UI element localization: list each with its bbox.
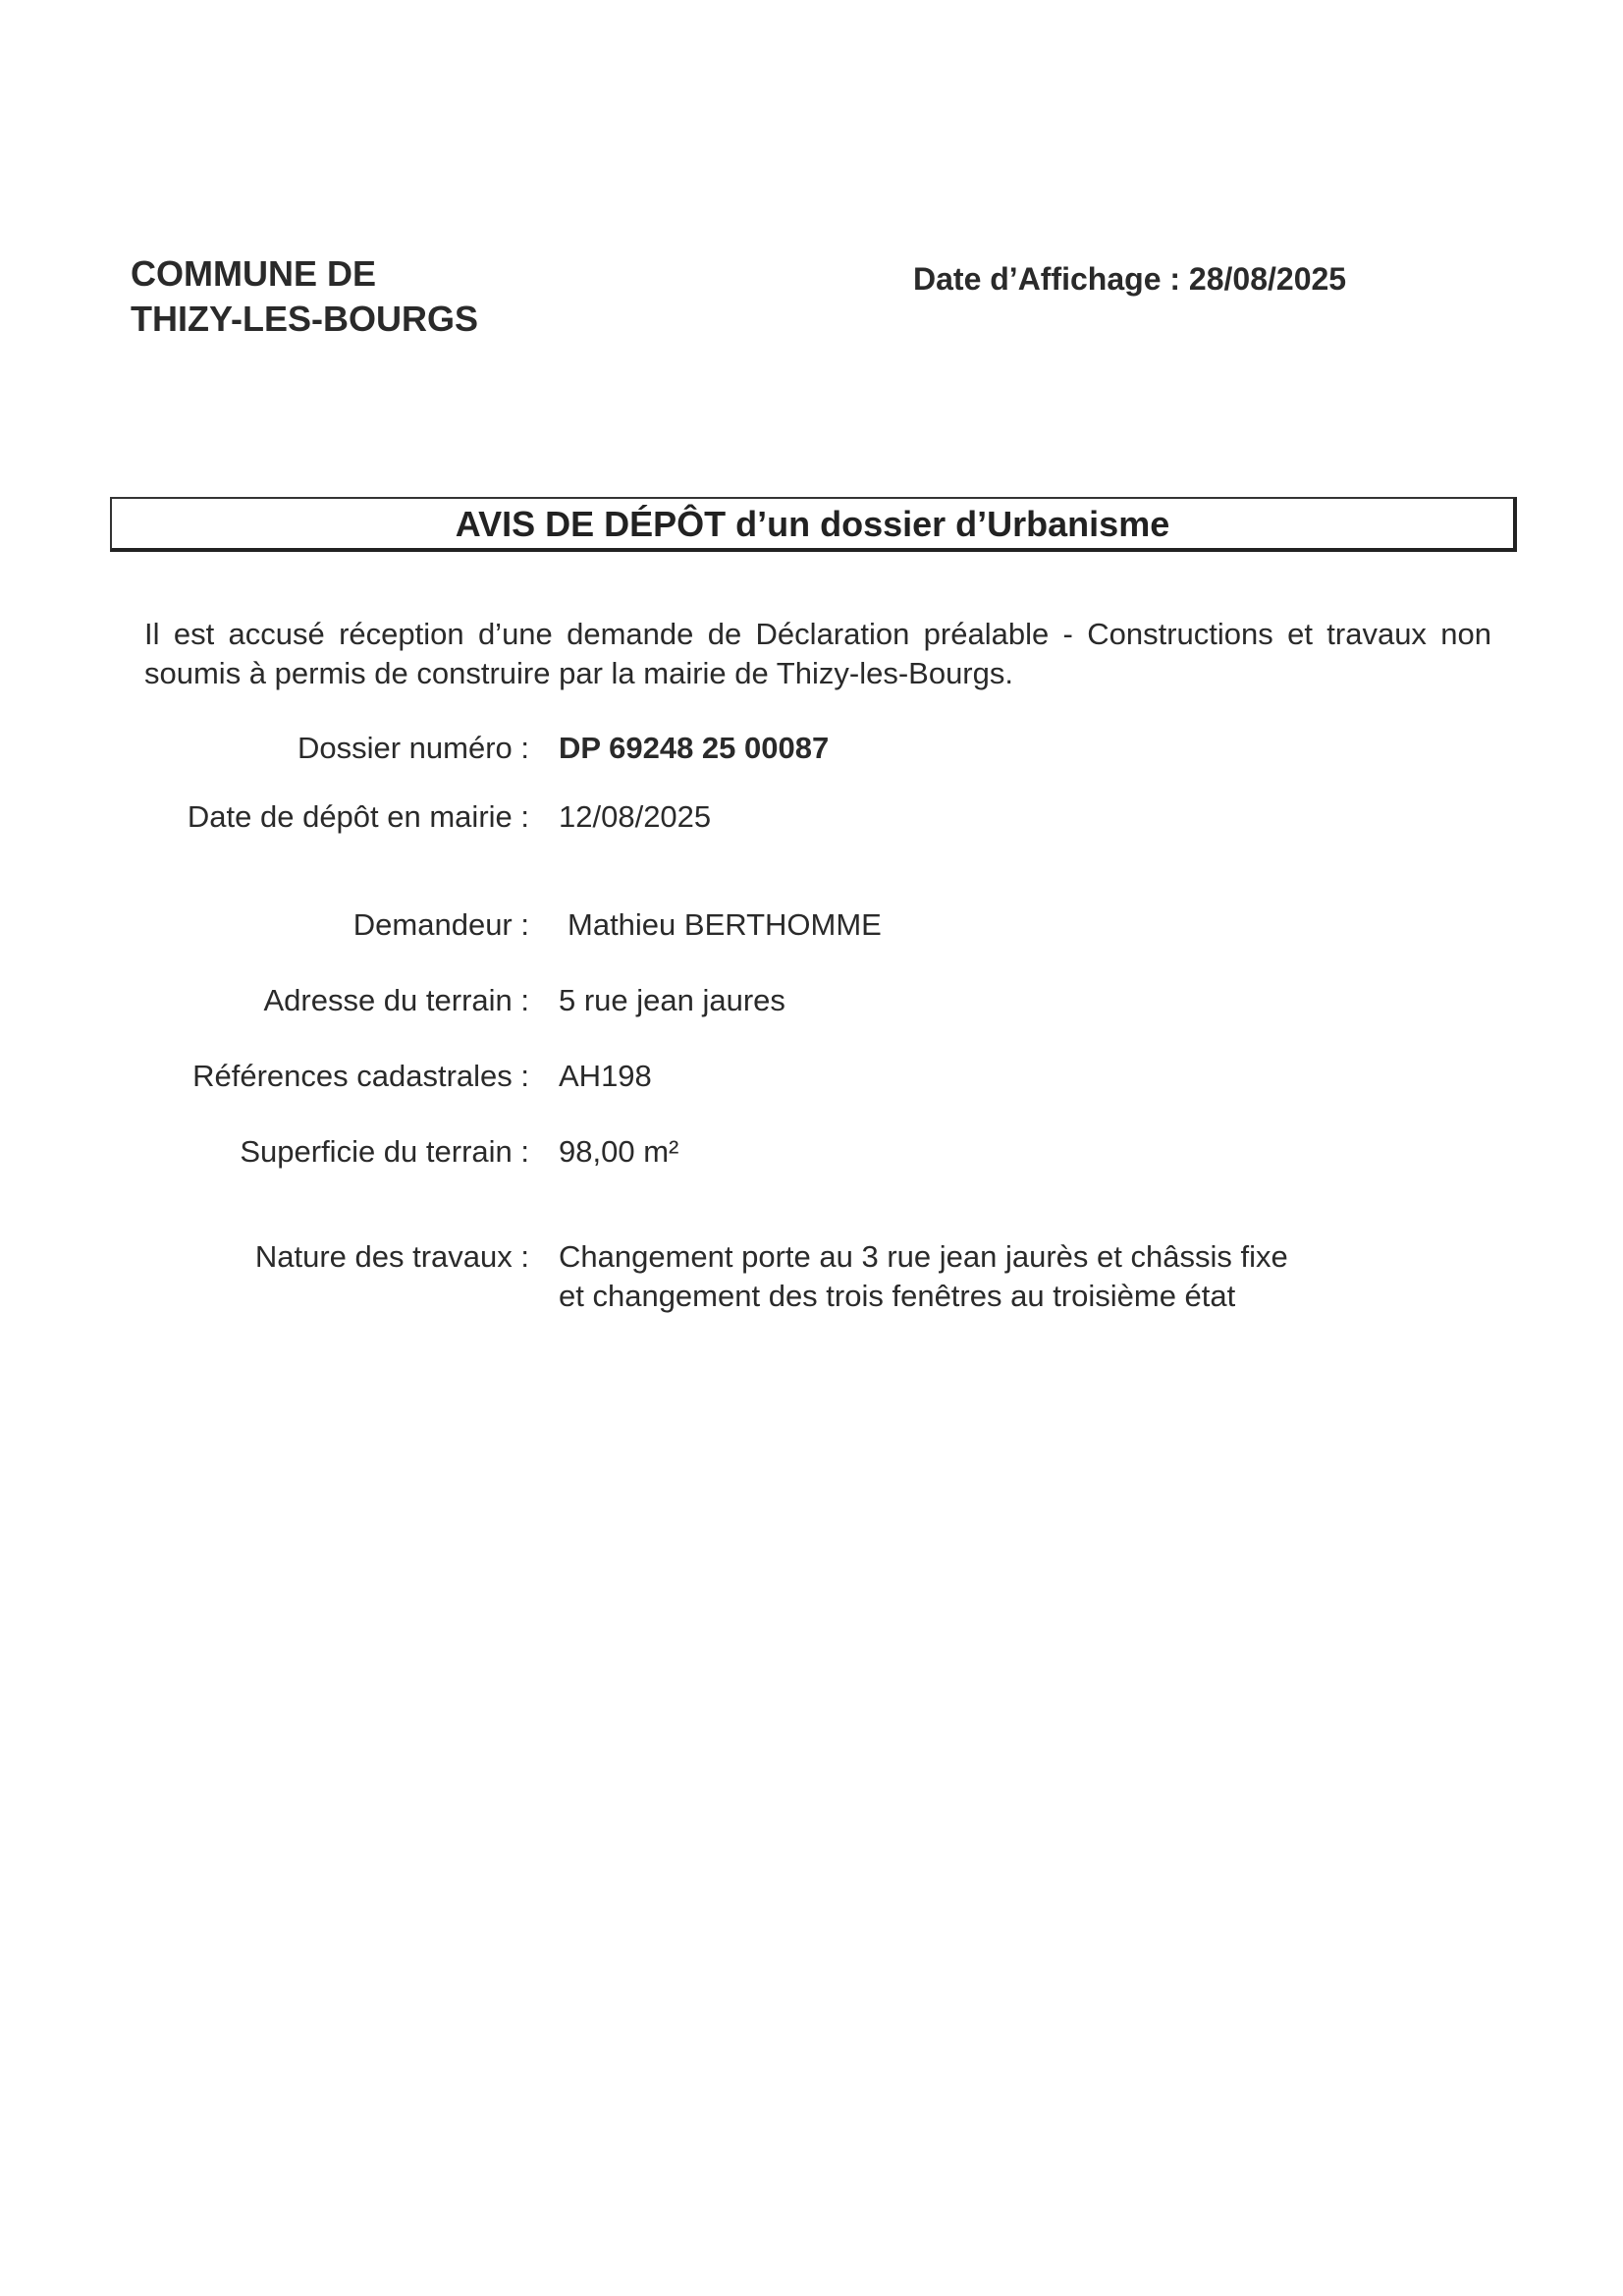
field-dossier-label: Dossier numéro :: [297, 731, 529, 765]
field-demandeur-label: Demandeur :: [352, 907, 529, 942]
field-adresse-value: 5 rue jean jaures: [559, 983, 785, 1017]
field-adresse: [0, 981, 1623, 1024]
commune-line-1: COMMUNE DE: [131, 253, 376, 294]
field-nature-value: [559, 1237, 1288, 1316]
field-references-value: AH198: [559, 1059, 652, 1093]
field-adresse-label: Adresse du terrain :: [263, 983, 529, 1017]
field-demandeur-value: Mathieu BERTHOMME: [568, 907, 882, 942]
field-date-depot-value: 12/08/2025: [559, 799, 712, 834]
field-nature-value-line-2: et changement des trois fenêtres au troisième état: [559, 1279, 1236, 1313]
title-box: [110, 497, 1517, 552]
field-demandeur: [0, 905, 1623, 949]
field-superficie-label: Superficie du terrain :: [240, 1134, 529, 1169]
intro-paragraph: Il est accusé réception d’une demande de Déclaration préalable - Constructions et travaux non soumis à permis de construire par la mairie de Thizy-les-Bourgs.: [144, 617, 1491, 690]
field-nature-label: Nature des travaux :: [254, 1239, 529, 1274]
field-dossier: [0, 729, 1623, 772]
field-references: [0, 1057, 1623, 1100]
field-date-depot: [0, 797, 1623, 841]
field-dossier-value: DP 69248 25 00087: [559, 731, 830, 765]
document-title: AVIS DE DÉPÔT d’un dossier d’Urbanisme: [455, 504, 1170, 544]
field-superficie: [0, 1132, 1623, 1175]
field-references-label: Références cadastrales :: [192, 1059, 529, 1093]
field-superficie-value: 98,00 m²: [559, 1134, 679, 1169]
date-affichage: Date d’Affichage : 28/08/2025: [913, 261, 1347, 297]
field-date-depot-label: Date de dépôt en mairie :: [187, 799, 529, 834]
commune-line-2: THIZY-LES-BOURGS: [131, 299, 479, 339]
commune-heading: [131, 251, 478, 342]
field-nature-value-line-1: Changement porte au 3 rue jean jaurès et châssis fixe: [559, 1239, 1288, 1274]
